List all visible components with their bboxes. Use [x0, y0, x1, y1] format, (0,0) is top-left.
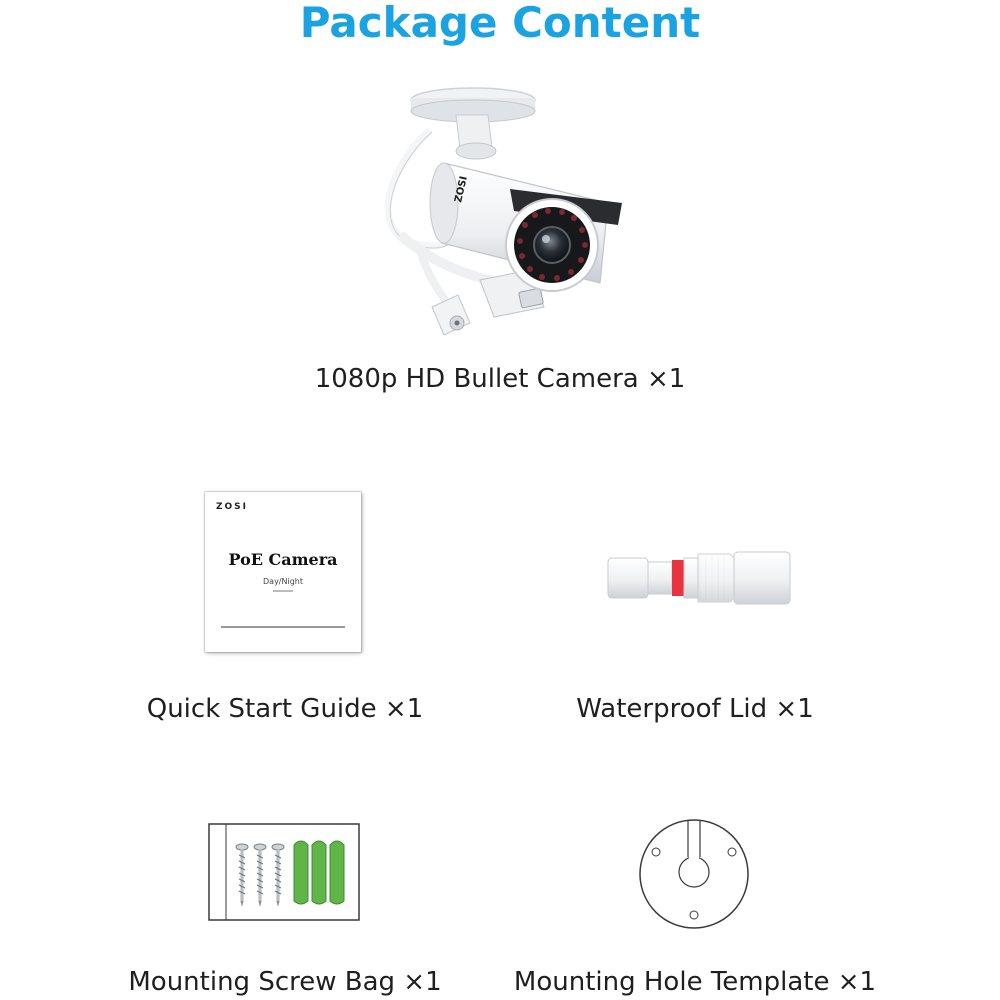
screws-caption: Mounting Screw Bag ×1 — [128, 967, 442, 997]
guide-brand-label: ZOSI — [216, 502, 249, 512]
guide-heading: PoE Camera — [228, 550, 338, 569]
guide-caption: Quick Start Guide ×1 — [146, 694, 424, 724]
screw-bag-icon — [208, 823, 360, 921]
bullet-camera-icon — [360, 85, 650, 350]
template-caption: Mounting Hole Template ×1 — [513, 967, 877, 997]
lid-caption: Waterproof Lid ×1 — [576, 694, 814, 724]
camera-caption: 1080p HD Bullet Camera ×1 — [314, 364, 686, 394]
camera-brand-label: ZOSI — [453, 175, 470, 204]
guide-subheading: Day/Night — [263, 577, 303, 586]
hole-template-icon — [638, 818, 750, 930]
guide-footer-line — [205, 623, 361, 633]
quick-start-guide-icon — [205, 492, 361, 652]
guide-fine-print — [205, 588, 361, 598]
waterproof-lid-icon — [600, 548, 800, 610]
page-title: Package Content — [299, 0, 701, 47]
